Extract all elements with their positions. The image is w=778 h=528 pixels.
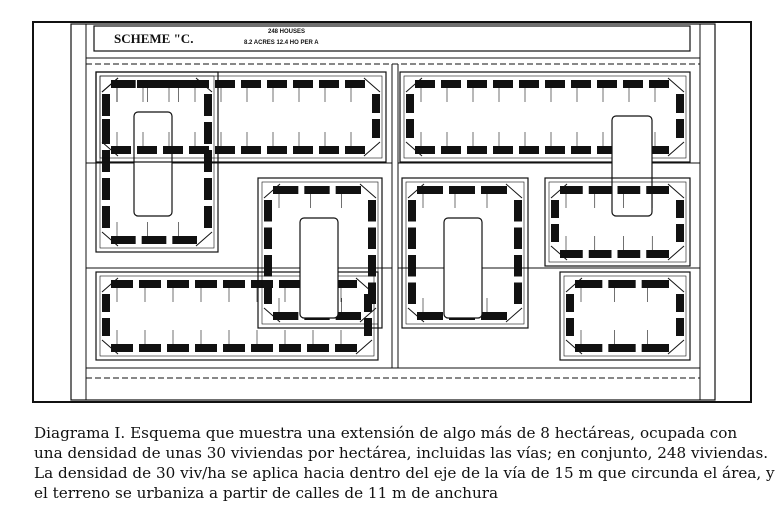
house-unit bbox=[406, 94, 414, 113]
house-unit bbox=[102, 119, 110, 138]
corner-diagonal bbox=[506, 308, 522, 322]
central-green bbox=[444, 218, 482, 318]
house-unit bbox=[514, 228, 522, 250]
house-unit bbox=[571, 146, 591, 154]
corner-diagonal bbox=[668, 78, 684, 92]
caption-line-3: La densidad de 30 viv/ha se aplica hacia dentro del eje de la vía de 15 m que circunda el área, y bbox=[34, 464, 775, 482]
house-unit bbox=[676, 294, 684, 312]
house-unit bbox=[608, 280, 635, 288]
house-unit bbox=[676, 119, 684, 138]
house-unit bbox=[336, 312, 361, 320]
corner-diagonal bbox=[356, 340, 372, 354]
house-unit bbox=[102, 318, 110, 336]
house-unit bbox=[195, 280, 217, 288]
scheme-title: SCHEME "C. bbox=[114, 31, 194, 46]
house-unit bbox=[566, 318, 574, 336]
house-unit bbox=[139, 344, 161, 352]
corner-diagonal bbox=[196, 232, 212, 246]
house-unit bbox=[102, 294, 110, 312]
house-unit bbox=[519, 80, 539, 88]
house-unit bbox=[618, 186, 641, 194]
house-unit bbox=[566, 294, 574, 312]
house-unit bbox=[642, 344, 669, 352]
house-unit bbox=[215, 146, 235, 154]
house-unit bbox=[649, 80, 669, 88]
housing-blocks bbox=[96, 72, 690, 360]
house-unit bbox=[223, 280, 245, 288]
house-unit bbox=[646, 250, 669, 258]
house-unit bbox=[623, 80, 643, 88]
house-unit bbox=[372, 94, 380, 113]
house-unit bbox=[167, 344, 189, 352]
house-unit bbox=[676, 94, 684, 113]
house-unit bbox=[406, 119, 414, 138]
house-unit bbox=[618, 250, 641, 258]
house-unit bbox=[172, 236, 197, 244]
house-unit bbox=[279, 280, 301, 288]
house-unit bbox=[514, 283, 522, 305]
house-unit bbox=[264, 283, 272, 305]
house-unit bbox=[493, 80, 513, 88]
house-unit bbox=[293, 80, 313, 88]
house-unit bbox=[481, 186, 507, 194]
corner-diagonal bbox=[668, 340, 684, 354]
house-unit bbox=[408, 228, 416, 250]
corner-diagonal bbox=[668, 278, 684, 292]
house-unit bbox=[514, 255, 522, 277]
corner-diagonal bbox=[364, 78, 380, 92]
central-green bbox=[612, 116, 652, 216]
stamp-houses: 248 HOUSES bbox=[268, 29, 306, 35]
house-unit bbox=[142, 236, 167, 244]
house-unit bbox=[204, 178, 212, 200]
house-unit bbox=[223, 344, 245, 352]
caption-line-1: Diagrama I. Esquema que muestra una extensión de algo más de 8 hectáreas, ocupada con bbox=[34, 424, 738, 442]
house-unit bbox=[204, 94, 212, 116]
house-unit bbox=[215, 80, 235, 88]
house-unit bbox=[589, 186, 612, 194]
house-unit bbox=[467, 80, 487, 88]
house-unit bbox=[368, 228, 376, 250]
house-unit bbox=[241, 146, 261, 154]
house-unit bbox=[408, 200, 416, 222]
caption-line-2: una densidad de unas 30 viviendas por hectárea, incluidas las vías; en conjunto, 248 viviendas. bbox=[34, 444, 769, 462]
house-unit bbox=[368, 255, 376, 277]
house-unit bbox=[597, 80, 617, 88]
house-unit bbox=[264, 228, 272, 250]
house-unit bbox=[589, 250, 612, 258]
house-unit bbox=[319, 80, 339, 88]
house-unit bbox=[204, 206, 212, 228]
house-unit bbox=[545, 146, 565, 154]
house-unit bbox=[267, 146, 287, 154]
house-unit bbox=[137, 80, 157, 88]
house-unit bbox=[493, 146, 513, 154]
house-unit bbox=[408, 255, 416, 277]
house-unit bbox=[676, 224, 684, 242]
house-unit bbox=[608, 344, 635, 352]
house-unit bbox=[264, 200, 272, 222]
house-unit bbox=[189, 80, 209, 88]
corner-diagonal bbox=[668, 184, 684, 198]
house-unit bbox=[571, 80, 591, 88]
central-green bbox=[134, 112, 172, 216]
house-unit bbox=[102, 206, 110, 228]
house-unit bbox=[372, 119, 380, 138]
house-unit bbox=[364, 318, 372, 336]
house-unit bbox=[345, 80, 365, 88]
corner-diagonal bbox=[668, 142, 684, 156]
house-unit bbox=[408, 283, 416, 305]
house-unit bbox=[642, 280, 669, 288]
house-unit bbox=[646, 186, 669, 194]
stamp-density: 8.2 ACRES 12.4 HO PER A bbox=[244, 40, 319, 46]
house-unit bbox=[519, 146, 539, 154]
house-unit bbox=[102, 94, 110, 113]
house-unit bbox=[551, 200, 559, 218]
house-unit bbox=[545, 80, 565, 88]
house-unit bbox=[449, 186, 475, 194]
house-unit bbox=[676, 318, 684, 336]
house-unit bbox=[279, 344, 301, 352]
house-unit bbox=[102, 150, 110, 172]
house-unit bbox=[241, 80, 261, 88]
house-unit bbox=[102, 178, 110, 200]
corner-diagonal bbox=[360, 184, 376, 198]
house-unit bbox=[267, 80, 287, 88]
house-unit bbox=[189, 146, 209, 154]
house-unit bbox=[481, 312, 507, 320]
house-unit bbox=[163, 80, 183, 88]
corner-diagonal bbox=[364, 142, 380, 156]
figure-caption bbox=[34, 423, 775, 503]
house-unit bbox=[467, 146, 487, 154]
house-unit bbox=[167, 280, 189, 288]
caption-line-4: el terreno se urbaniza a partir de calles de 11 m de anchura bbox=[34, 484, 499, 502]
central-green bbox=[300, 218, 338, 318]
house-unit bbox=[336, 186, 361, 194]
house-unit bbox=[345, 146, 365, 154]
house-unit bbox=[441, 146, 461, 154]
house-unit bbox=[335, 344, 357, 352]
house-unit bbox=[264, 255, 272, 277]
house-unit bbox=[195, 344, 217, 352]
house-unit bbox=[139, 280, 161, 288]
house-unit bbox=[441, 80, 461, 88]
house-unit bbox=[251, 344, 273, 352]
corner-diagonal bbox=[668, 246, 684, 260]
house-unit bbox=[368, 200, 376, 222]
house-unit bbox=[204, 122, 212, 144]
house-unit bbox=[514, 200, 522, 222]
house-unit bbox=[163, 146, 183, 154]
house-unit bbox=[304, 186, 329, 194]
house-unit bbox=[137, 146, 157, 154]
house-unit bbox=[293, 146, 313, 154]
house-unit bbox=[368, 283, 376, 305]
house-unit bbox=[551, 224, 559, 242]
house-unit bbox=[319, 146, 339, 154]
corner-diagonal bbox=[506, 184, 522, 198]
house-unit bbox=[307, 344, 329, 352]
house-unit bbox=[676, 200, 684, 218]
